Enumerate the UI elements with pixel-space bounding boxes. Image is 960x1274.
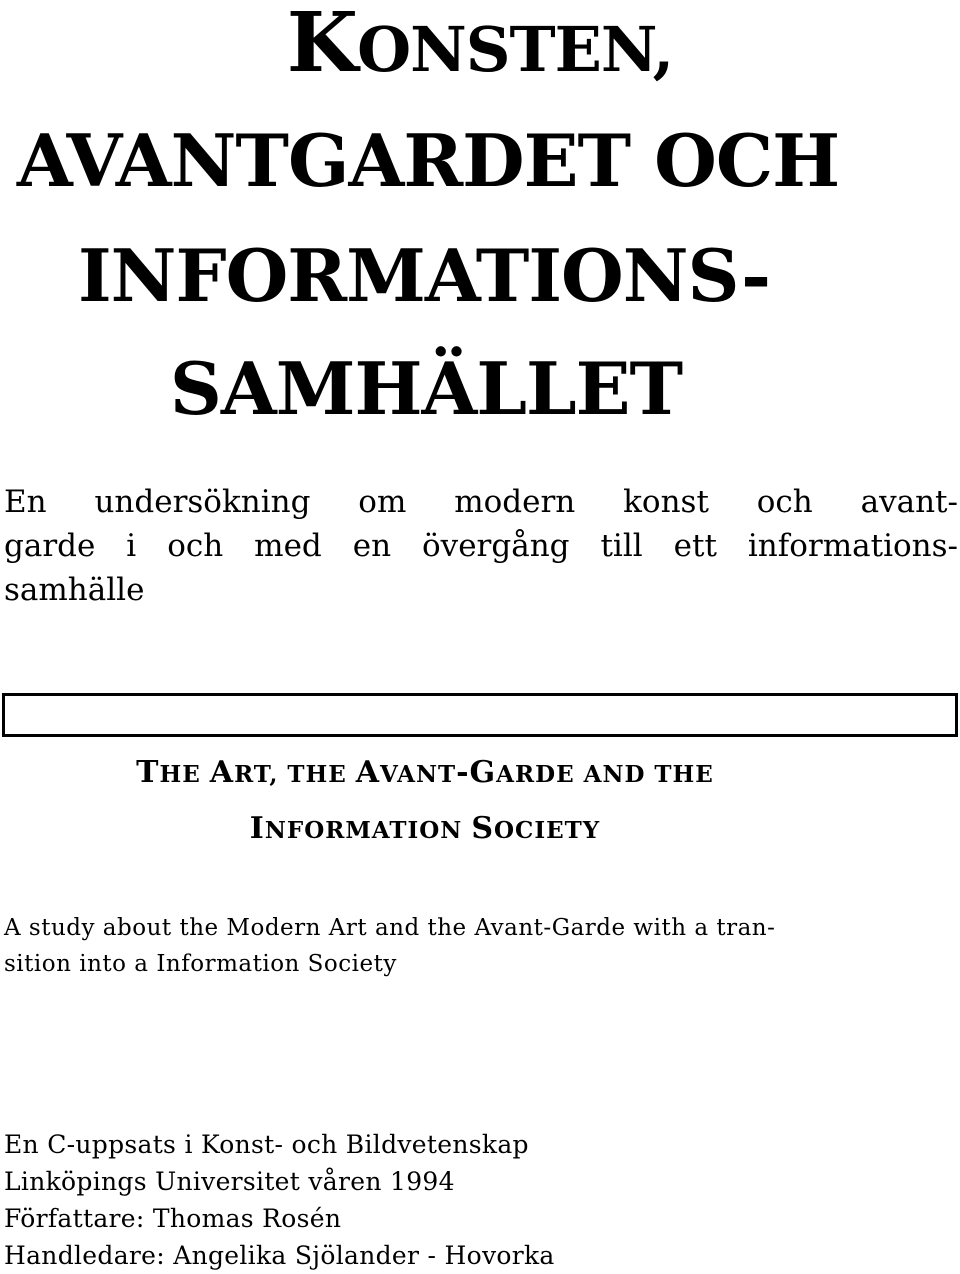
swedish-subtitle-line-3: samhälle [4,572,145,608]
english-title-fragment: VANT [380,761,457,788]
english-title-fragment: - [456,755,470,790]
english-title-line-2 [0,801,850,859]
english-subtitle-line-1: A study about the Modern Art and the Avant-Garde with a tran- [4,915,776,941]
english-subtitle-line-2: sition into a Information Society [4,951,397,977]
english-title-fragment: G [469,755,497,790]
title-line-2: AVANTGARDET OCH [16,118,840,203]
divider-box [2,693,958,737]
english-title-fragment: RT, THE [234,761,356,788]
title-initial: K [286,0,358,91]
swedish-subtitle [4,480,958,612]
swedish-subtitle-line-1: En undersökning om modern konst och avant- [4,484,958,520]
title-line-1 [0,0,960,91]
english-title-fragment: OCIETY [494,817,601,844]
university-info: Linköpings Universitet våren 1994 [4,1167,455,1196]
english-title-fragment: HE [159,761,210,788]
english-title-fragment: ARDE AND THE [496,761,714,788]
english-title-fragment: A [355,755,381,790]
author-info: Författare: Thomas Rosén [4,1204,342,1233]
swedish-subtitle-line-2: garde i och med en övergång till ett informations- [4,528,958,564]
english-title-fragment: A [209,755,235,790]
course-info: En C-uppsats i Konst- och Bildvetenskap [4,1130,529,1159]
english-title-line-1 [0,745,850,803]
title-line-1-rest: ONSTEN, [357,13,674,86]
english-title-fragment: S [471,811,495,846]
english-title-fragment: I [249,811,265,846]
title-line-3: INFORMATIONS- [77,233,771,318]
supervisor-info: Handledare: Angelika Sjölander - Hovorka [4,1241,555,1270]
title-line-4: SAMHÄLLET [169,346,683,431]
english-title-fragment: T [136,755,160,790]
english-title-fragment: NFORMATION [264,817,472,844]
